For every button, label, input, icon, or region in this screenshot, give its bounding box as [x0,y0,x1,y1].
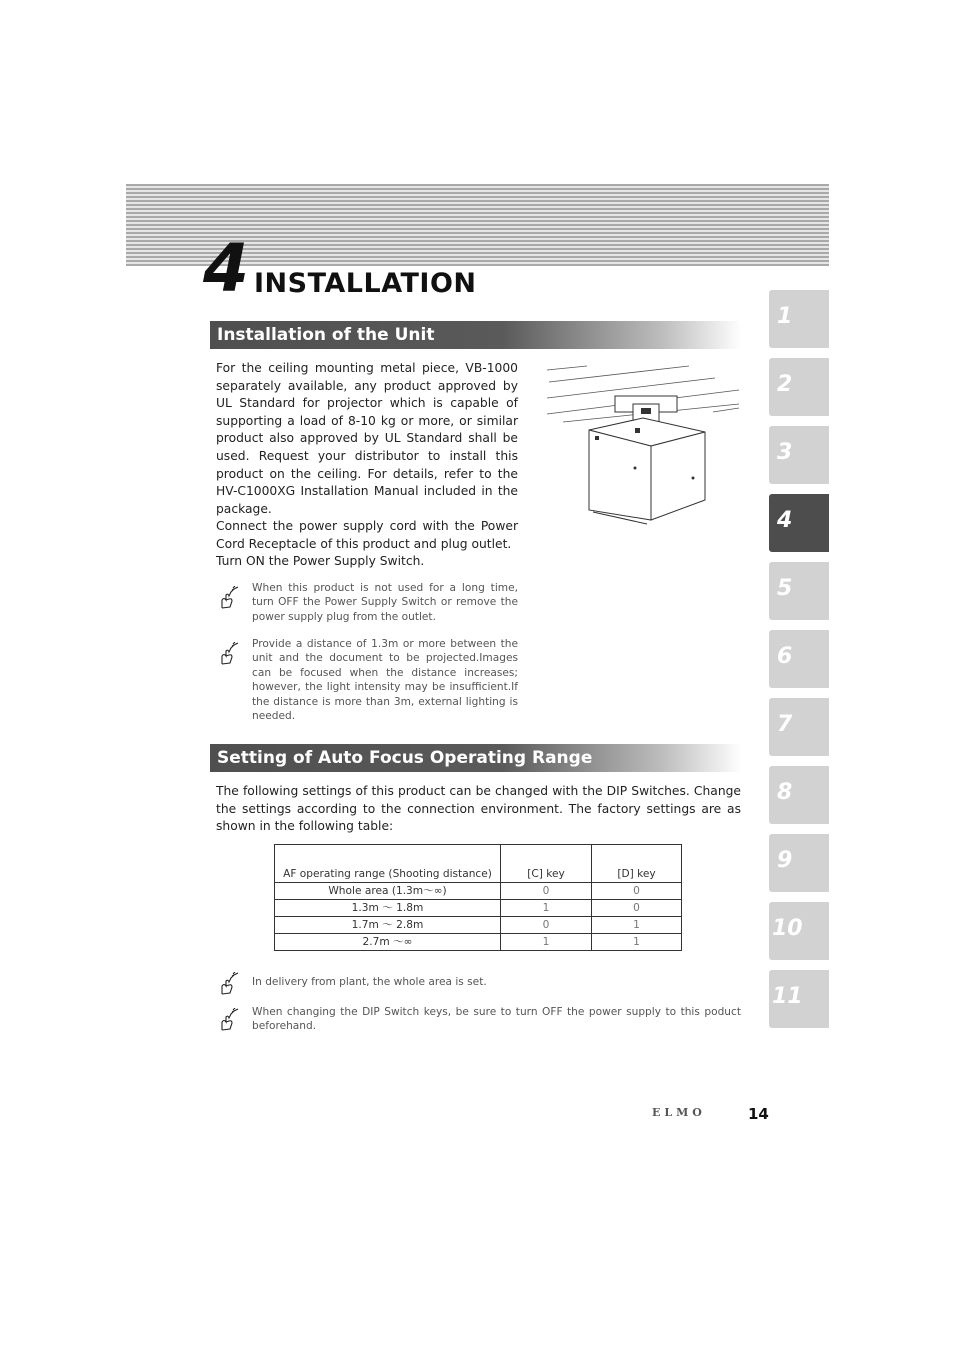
chapter-number: 4 [203,230,249,307]
note-distance: Provide a distance of 1.3m or more between the unit and the document to be projected.Images can be focused when the distance increases; however, the light intensity may be insufficient.If the distance is more than 3m, external lighting is needed. [252,638,518,723]
chapter-tab-5[interactable]: 5 [769,562,829,620]
table-row [275,934,682,951]
cell-d-key: 0 [592,900,682,917]
power-switch-instruction: Turn ON the Power Supply Switch. [216,554,425,569]
table-row [275,900,682,917]
chapter-tab-6[interactable]: 6 [769,630,829,688]
cell-d-key: 1 [592,934,682,951]
header-c-key: [C] key [501,845,592,883]
ceiling-mount-illustration [543,360,743,530]
cell-range: 1.3m ～ 1.8m [275,900,501,917]
pencil-hand-icon [218,586,240,612]
note-delivery-setting: In delivery from plant, the whole area is set. [252,976,487,988]
cell-c-key: 0 [501,883,592,900]
chapter-tab-11[interactable]: 11 [769,970,829,1028]
chapter-tab-2[interactable]: 2 [769,358,829,416]
page-number: 14 [748,1105,769,1123]
cell-d-key: 1 [592,917,682,934]
cell-d-key: 0 [592,883,682,900]
af-range-table [274,844,682,951]
dip-switch-paragraph: The following settings of this product can be changed with the DIP Switches. Change the settings according to the connection environment. The factory settings are as shown in the following table: [216,784,741,834]
cell-range: Whole area (1.3m～∞) [275,883,501,900]
chapter-tab-8[interactable]: 8 [769,766,829,824]
chapter-tab-4[interactable]: 4 [769,494,829,552]
chapter-tab-7[interactable]: 7 [769,698,829,756]
brand-logo: ELMO [652,1106,706,1119]
cell-c-key: 1 [501,900,592,917]
table-row [275,883,682,900]
chapter-tab-3[interactable]: 3 [769,426,829,484]
pencil-hand-icon [218,972,240,998]
cell-c-key: 1 [501,934,592,951]
cell-range: 1.7m ～ 2.8m [275,917,501,934]
installation-paragraph: For the ceiling mounting metal piece, VB-1000 separately available, any product approved by UL Standard for projector which is capable of supporting a load of 8-10 kg or more, or similar product also approved by UL Standard shall be used. Request your distributor to install this product on the ceiling. For details, refer to the HV-C1000XG Installation Manual included in the package. [216,361,518,516]
section-heading-installation-unit: Installation of the Unit [210,321,742,349]
header-af-range: AF operating range (Shooting distance) [275,845,501,883]
note-power-off-before-dip: When changing the DIP Switch keys, be sure to turn OFF the power supply to this poduct beforehand. [252,1006,741,1033]
header-d-key: [D] key [592,845,682,883]
section-heading-auto-focus: Setting of Auto Focus Operating Range [210,744,742,772]
cell-c-key: 0 [501,917,592,934]
pencil-hand-icon [218,642,240,668]
note-long-term-unused: When this product is not used for a long time, turn OFF the Power Supply Switch or remove the power supply plug from the outlet. [252,582,518,623]
cell-range: 2.7m ～∞ [275,934,501,951]
chapter-tab-9[interactable]: 9 [769,834,829,892]
table-header-row [275,845,682,883]
table-row [275,917,682,934]
power-cord-paragraph [216,518,518,571]
pencil-hand-icon [218,1008,240,1034]
power-cord-instruction: Connect the power supply cord with the Power Cord Receptacle of this product and plug outlet. [216,519,518,551]
chapter-tab-1[interactable]: 1 [769,290,829,348]
chapter-title: INSTALLATION [254,268,477,299]
chapter-tab-10[interactable]: 10 [769,902,829,960]
